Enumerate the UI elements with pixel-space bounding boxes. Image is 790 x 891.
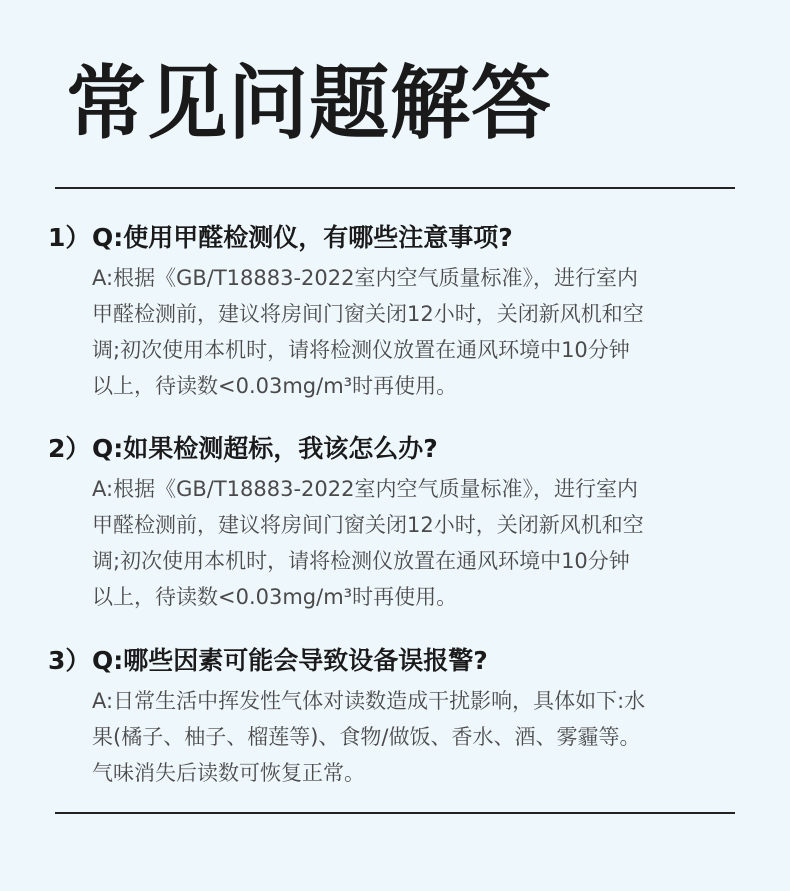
faq-answer [92, 260, 742, 404]
bottom-divider [55, 812, 735, 814]
page-title: 常见问题解答 [66, 57, 552, 150]
faq-question [48, 431, 748, 467]
faq-answer-line: 以上，待读数<0.03mg/m³时再使用。 [92, 374, 458, 398]
faq-question [48, 220, 748, 256]
faq-question [48, 643, 748, 679]
faq-question-text: Q:哪些因素可能会导致设备误报警? [92, 646, 488, 675]
faq-question-text: Q:使用甲醛检测仪，有哪些注意事项? [92, 223, 513, 252]
faq-answer-line: 甲醛检测前，建议将房间门窗关闭12小时，关闭新风机和空 [92, 513, 644, 537]
faq-answer-line: 气味消失后读数可恢复正常。 [92, 761, 365, 785]
faq-number: 1） [48, 223, 91, 252]
faq-item-3 [48, 643, 748, 791]
faq-item-2 [48, 431, 748, 615]
faq-answer-line: A:日常生活中挥发性气体对读数造成干扰影响，具体如下:水 [92, 689, 646, 713]
faq-answer-line: 甲醛检测前，建议将房间门窗关闭12小时，关闭新风机和空 [92, 302, 644, 326]
faq-answer-line: 调;初次使用本机时，请将检测仪放置在通风环境中10分钟 [92, 549, 630, 573]
faq-question-text: Q:如果检测超标，我该怎么办? [92, 434, 438, 463]
faq-number: 2） [48, 434, 91, 463]
faq-answer [92, 683, 742, 791]
top-divider [55, 187, 735, 189]
faq-answer-line: A:根据《GB/T18883-2022室内空气质量标准》，进行室内 [92, 477, 638, 501]
faq-answer-line: 调;初次使用本机时，请将检测仪放置在通风环境中10分钟 [92, 338, 630, 362]
faq-number: 3） [48, 646, 91, 675]
faq-answer-line: 以上，待读数<0.03mg/m³时再使用。 [92, 585, 458, 609]
faq-answer [92, 471, 742, 615]
faq-answer-line: A:根据《GB/T18883-2022室内空气质量标准》，进行室内 [92, 266, 638, 290]
faq-item-1 [48, 220, 748, 404]
faq-answer-line: 果(橘子、柚子、榴莲等)、食物/做饭、香水、酒、雾霾等。 [92, 725, 641, 749]
